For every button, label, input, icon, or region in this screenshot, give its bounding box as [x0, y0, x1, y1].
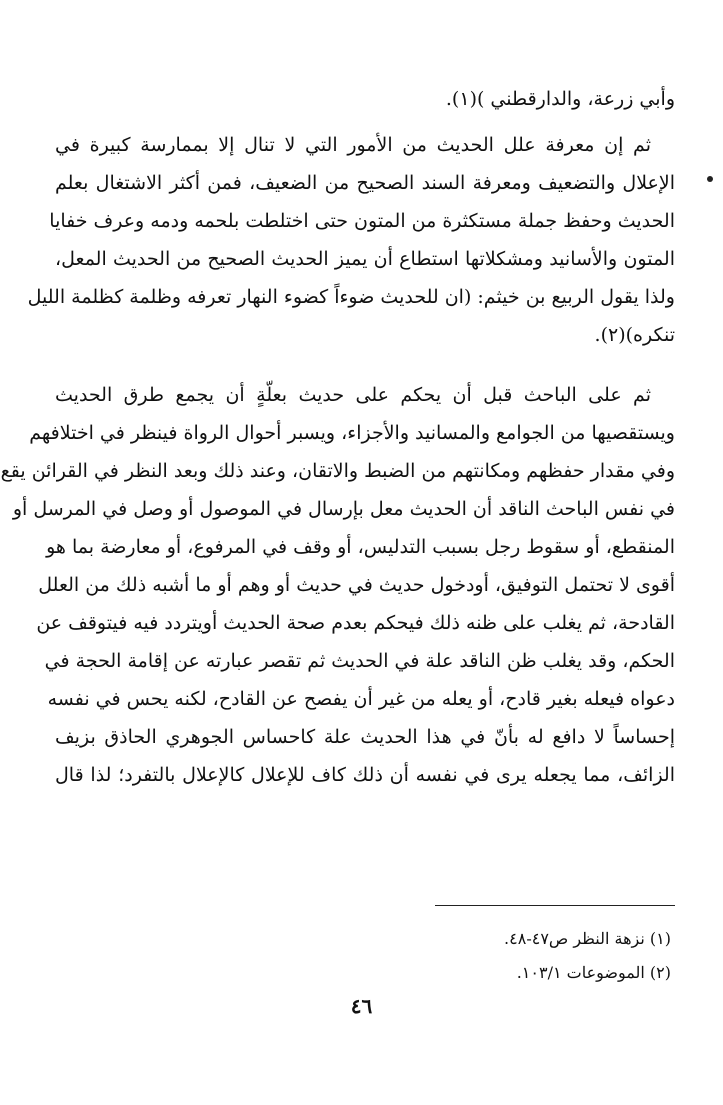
page-number: ٤٦	[350, 994, 373, 1018]
footnote: (١) نزهة النظر ص٤٧-٤٨.	[504, 929, 671, 948]
body-line: ولذا يقول الربيع بن خيثم: (ان للحديث ضوءاً كضوء النهار تعرفه وظلمة كظلمة الليل	[27, 286, 675, 308]
body-line: ثم إن معرفة علل الحديث من الأمور التي لا تنال إلا بممارسة كبيرة في	[55, 134, 651, 156]
footnote-separator	[435, 905, 675, 906]
body-line: وفي مقدار حفظهم ومكانتهم من الضبط والاتقان، وعند ذلك وبعد النظر في القرائن يقع	[0, 460, 675, 482]
body-line: وأبي زرعة، والدارقطني )(١).	[445, 88, 675, 110]
body-line: الزائف، مما يجعله يرى في نفسه أن ذلك كاف للإعلال كالإعلال بالتفرد؛ لذا قال	[55, 764, 675, 786]
body-line: الإعلال والتضعيف ومعرفة السند الصحيح من الضعيف، فمن أكثر الاشتغال بعلم	[55, 172, 675, 194]
body-line: أقوى لا تحتمل التوفيق، أودخول حديث في حديث أو وهم أو ما أشبه ذلك من العلل	[38, 574, 675, 596]
body-line: في نفس الباحث الناقد أن الحديث معل بإرسال في الموصول أو وصل في المرسل أو	[12, 498, 675, 520]
body-line: الحديث وحفظ جملة مستكثرة من المتون حتى اختلطت بلحمه ودمه وعرف خفايا	[49, 210, 675, 232]
margin-mark	[707, 176, 713, 182]
body-line: القادحة، ثم يغلب على ظنه ذلك فيحكم بعدم صحة الحديث أويتردد فيه فيتوقف عن	[36, 612, 675, 634]
body-line: إحساساً لا دافع له بأنّ في هذا الحديث علة كاحساس الجوهري الحاذق بزيف	[55, 726, 675, 748]
body-line: الحكم، وقد يغلب ظن الناقد علة في الحديث ثم تقصر عبارته عن إقامة الحجة في	[44, 650, 675, 672]
body-line: تنكره)(٢).	[594, 324, 675, 346]
body-line: دعواه فيعله بغير قادح، أو يعله من غير أن يفصح عن القادح، لكنه يحس في نفسه	[47, 688, 675, 710]
footnote: (٢) الموضوعات ١٠٣/١.	[516, 963, 671, 982]
body-line: المنقطع، أو سقوط رجل بسبب التدليس، أو وقف في المرفوع، أو معارضة بما هو	[46, 536, 675, 558]
body-line: المتون والأسانيد ومشكلاتها استطاع أن يميز الحديث الصحيح من الحديث المعل،	[55, 248, 675, 270]
body-line: ويستقصيها من الجوامع والمسانيد والأجزاء، ويسبر أحوال الرواة فينظر في اختلافهم	[29, 422, 675, 444]
body-line: ثم على الباحث قبل أن يحكم على حديث بعلّةٍ أن يجمع طرق الحديث	[55, 384, 651, 406]
